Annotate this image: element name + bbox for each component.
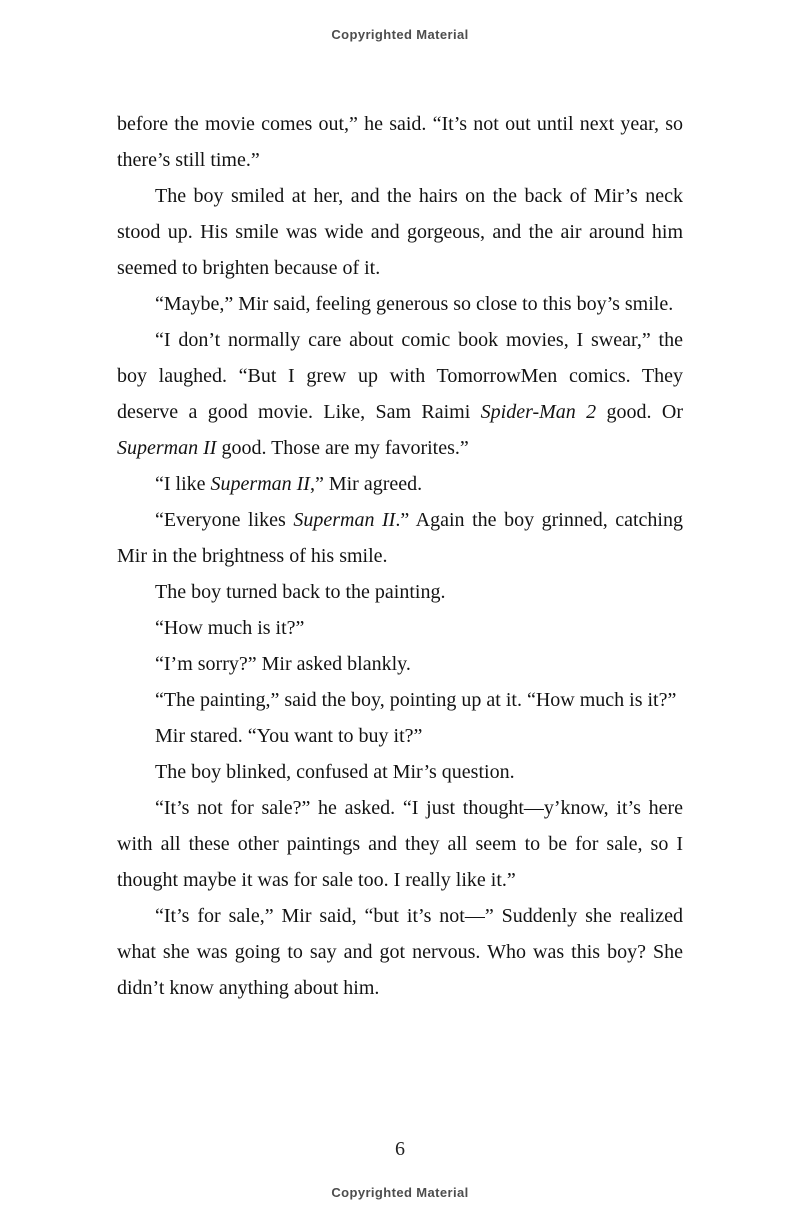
text-segment: before the movie comes out,” he said. “It’s not out until next year, so there’s still time.”	[117, 113, 683, 171]
text-segment: “The painting,” said the boy, pointing up at it. “How much is it?”	[155, 689, 677, 711]
paragraph	[117, 754, 683, 790]
text-segment: “Everyone likes	[155, 509, 294, 531]
paragraph	[117, 790, 683, 898]
text-segment: “It’s not for sale?” he asked. “I just thought—y’know, it’s here with all these other paintings and they all seem to be for sale, so I thought maybe it was for sale too. I really like it.”	[117, 797, 683, 891]
page-number: 6	[395, 1138, 405, 1160]
paragraph	[117, 322, 683, 466]
copyright-notice-top: Copyrighted Material	[331, 27, 469, 42]
text-segment: ,” Mir agreed.	[309, 473, 423, 495]
text-segment: The boy turned back to the painting.	[155, 581, 446, 603]
text-segment: “Maybe,” Mir said, feeling generous so close to this boy’s smile.	[155, 293, 674, 315]
text-segment: “I like	[155, 473, 211, 495]
text-segment: good. Or	[596, 401, 684, 423]
italic-title-text: Superman II	[117, 437, 217, 459]
italic-title-text: Spider-Man 2	[480, 401, 597, 423]
text-segment: Mir stared. “You want to buy it?”	[155, 725, 423, 747]
italic-title-text: Superman II	[210, 473, 310, 495]
text-segment: The boy smiled at her, and the hairs on the back of Mir’s neck stood up. His smile was wide and gorgeous, and the air around him seemed to brighten because of it.	[117, 185, 683, 279]
paragraph	[117, 574, 683, 610]
paragraph	[117, 466, 683, 502]
paragraph	[117, 718, 683, 754]
paragraph	[117, 106, 683, 178]
italic-title-text: Superman II	[293, 509, 396, 531]
text-segment: good. Those are my favorites.”	[216, 437, 469, 459]
text-segment: .” Again the boy grinned, catching Mir in the brightness of his smile.	[117, 509, 683, 567]
paragraph	[117, 286, 683, 322]
paragraph	[117, 682, 683, 718]
body-text	[117, 106, 683, 1006]
text-segment: “How much is it?”	[155, 617, 305, 639]
paragraph	[117, 178, 683, 286]
text-segment: “I’m sorry?” Mir asked blankly.	[155, 653, 411, 675]
copyright-notice-bottom: Copyrighted Material	[331, 1185, 469, 1200]
paragraph	[117, 502, 683, 574]
paragraph	[117, 646, 683, 682]
text-segment: “I don’t normally care about comic book movies, I swear,” the boy laughed. “But I grew up with TomorrowMen comics. They deserve a good movie. Like, Sam Raimi	[117, 329, 683, 423]
text-segment: “It’s for sale,” Mir said, “but it’s not—” Suddenly she realized what she was going to say and got nervous. Who was this boy? She didn’t know anything about him.	[117, 905, 683, 999]
text-segment: The boy blinked, confused at Mir’s question.	[155, 761, 515, 783]
paragraph	[117, 610, 683, 646]
paragraph	[117, 898, 683, 1006]
